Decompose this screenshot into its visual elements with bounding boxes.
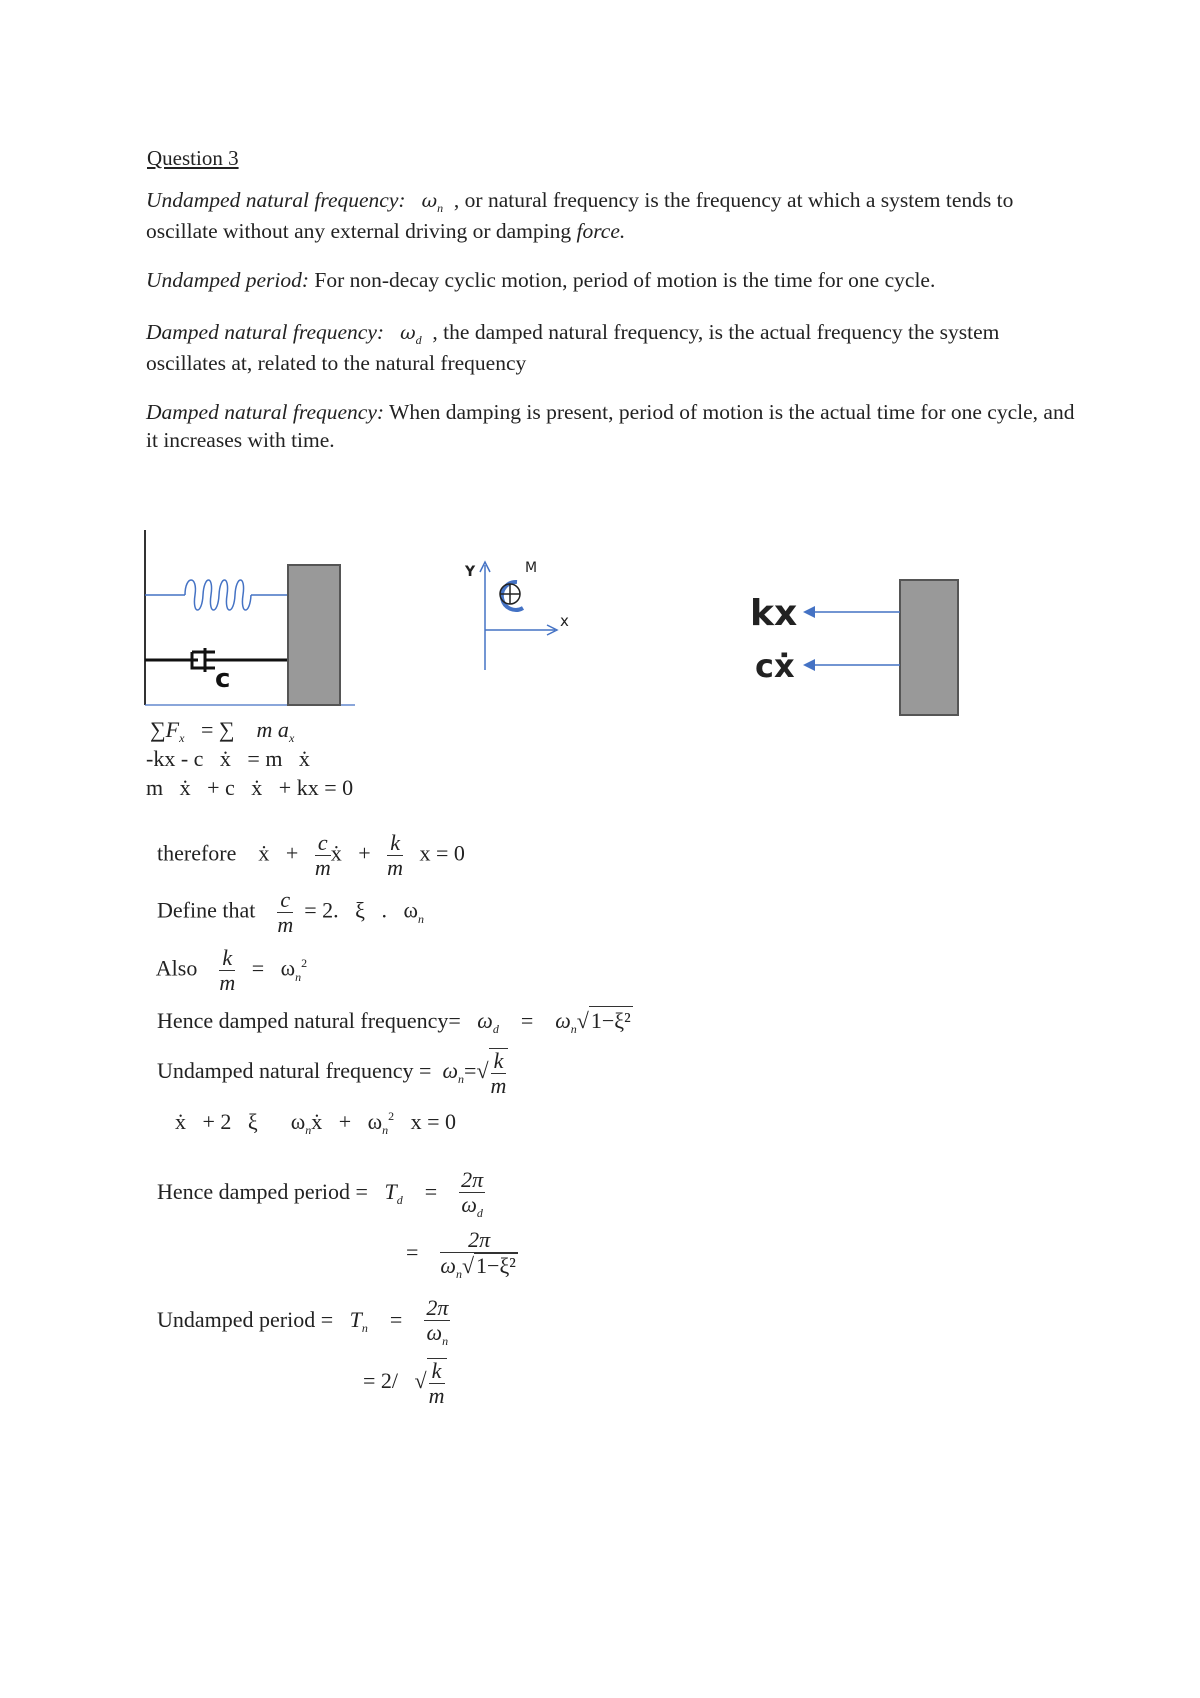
eq-sup: 2 xyxy=(301,955,308,970)
frac-den: m xyxy=(387,855,404,880)
eq-sub: n xyxy=(570,1022,577,1036)
frac-den: m xyxy=(490,1073,507,1098)
eq-sub: n xyxy=(442,1334,449,1348)
term-label: Damped natural frequency: xyxy=(146,400,385,424)
equation-sum-forces xyxy=(150,716,294,747)
eq-lhs-sub: x xyxy=(179,731,185,745)
omega-symbol: ω xyxy=(421,190,438,212)
frac-den-symbol: ω xyxy=(426,1320,443,1345)
eq-part: = xyxy=(520,1008,534,1033)
eq-sub: n xyxy=(458,1072,465,1087)
free-body-diagram xyxy=(750,570,970,720)
eq-sub: n xyxy=(295,969,302,984)
eq-rhs: m a xyxy=(256,717,289,742)
fraction-2pi-over-wn-sqrt xyxy=(440,1228,517,1281)
equation-undamped-period-expanded: = 2/ √ $\frac{k}{m}$ xyxy=(363,1358,445,1408)
eq-part: ẋ + xyxy=(330,840,371,866)
question-title: Question 3 xyxy=(147,146,239,170)
eq-sub: n xyxy=(382,1123,389,1137)
eq-sub: d xyxy=(476,1206,483,1220)
spring-coil xyxy=(185,580,251,610)
eq-sub: n xyxy=(417,911,424,926)
eq-part: = xyxy=(389,1307,403,1333)
frac-den: $\omega_n√1-\xi^2$ xyxy=(440,1253,516,1281)
frac-den: m xyxy=(219,970,236,995)
eq-rhs-sub: x xyxy=(288,731,295,745)
eq-lhs: ∑F xyxy=(150,717,180,742)
equation-undamped-frequency: Undamped natural frequency = $\omega_n=√$ $\frac{k}{m}$ xyxy=(157,1048,507,1098)
eq-sub: d xyxy=(492,1022,499,1036)
frac-num: k xyxy=(491,1049,507,1074)
omega-symbol: ω xyxy=(400,322,416,344)
sqrt-content: 1−ξ² xyxy=(476,1253,516,1278)
term-label: Undamped natural frequency: xyxy=(146,188,406,212)
eq-part: = xyxy=(424,1179,438,1205)
coordinate-axes-diagram xyxy=(455,560,575,670)
eq-part: T xyxy=(384,1179,397,1205)
eq-mid: = ∑ xyxy=(200,717,235,742)
term-label: Undamped period: xyxy=(146,268,310,292)
definition-undamped-period xyxy=(146,266,1076,294)
equation-motion: m ẋ + c ẋ + kx = 0 xyxy=(146,775,354,800)
frac-num: c xyxy=(277,888,293,913)
definition-text: , or natural frequency is the frequency at which a system tends to oscillate without any external driving or damping xyxy=(146,188,1014,243)
eq-part: ẋ + xyxy=(258,840,299,866)
eq-part: ω xyxy=(477,1008,493,1033)
damper-label: c xyxy=(215,664,231,694)
definition-text-end: force. xyxy=(576,219,626,243)
eq-part: = ω xyxy=(251,955,296,981)
mass-block xyxy=(288,565,340,705)
frac-num: 2π xyxy=(461,1167,484,1192)
frac-num: k xyxy=(387,831,403,856)
eq-sub: n xyxy=(361,1321,368,1336)
damping-force-arrowhead xyxy=(803,659,815,671)
sqrt-k-over-m xyxy=(489,1048,509,1098)
eq-sub: n xyxy=(305,1123,312,1137)
eq-part: = 2. ξ . ω xyxy=(304,897,418,923)
definition-damped-period xyxy=(146,398,1076,454)
definition-text: For non-decay cyclic motion, period of motion is the time for one cycle. xyxy=(309,268,936,292)
frac-num: 2π xyxy=(440,1228,517,1253)
frac-num: k xyxy=(429,1359,445,1384)
eq-prefix: Define that xyxy=(157,897,256,923)
eq-prefix: Also xyxy=(155,955,198,981)
damping-force-label: cẋ xyxy=(755,647,795,685)
eq-prefix: Undamped natural frequency = xyxy=(157,1058,432,1084)
eq-part: = xyxy=(464,1058,477,1084)
symbol-subscript: n xyxy=(437,201,444,215)
sqrt-k-over-m xyxy=(427,1358,447,1408)
spring-force-arrowhead xyxy=(803,606,815,618)
frac-den: m xyxy=(314,855,331,880)
definition-damped-frequency xyxy=(146,318,1076,377)
frac-den-symbol: ω xyxy=(440,1253,456,1278)
eq-part: ω xyxy=(555,1008,571,1033)
eq-part: x = 0 xyxy=(419,840,465,866)
fbd-mass-block xyxy=(900,580,958,715)
equation-force-balance: -kx - c ẋ = m ẋ xyxy=(146,746,310,771)
eq-sub: d xyxy=(396,1193,403,1208)
moment-label: M xyxy=(525,560,538,576)
definition-text: , the damped natural frequency, is the actual frequency the system oscillates at, related to the natural frequency xyxy=(146,320,1000,375)
eq-part: ẋ + 2 ξ ω xyxy=(175,1109,306,1134)
eq-part: T xyxy=(349,1307,362,1333)
eq-part: x = 0 xyxy=(410,1109,457,1134)
spring-force-label: kx xyxy=(750,593,798,634)
definition-text: When damping is present, period of motion is the actual time for one cycle, and it increases with time. xyxy=(146,400,1075,452)
sqrt-content: 1−ξ² xyxy=(590,1008,631,1033)
eq-part: = xyxy=(406,1239,419,1265)
equation-damped-frequency: Hence damped natural frequency= $\omega_d$ = $\omega_n√1-\xi^2$ xyxy=(157,1008,631,1036)
definition-undamped-frequency xyxy=(146,186,1076,245)
eq-part: ẋ + ω xyxy=(311,1109,383,1134)
eq-prefix: Undamped period = xyxy=(157,1307,334,1333)
eq-part: = 2/ xyxy=(363,1368,399,1394)
eq-prefix: therefore xyxy=(157,840,237,866)
eq-sub: n xyxy=(455,1267,462,1281)
x-label: x xyxy=(560,612,569,630)
frac-num: 2π xyxy=(426,1295,449,1320)
y-label: Y xyxy=(465,564,476,580)
frac-den: m xyxy=(428,1383,445,1408)
eq-part: ω xyxy=(442,1058,459,1084)
frac-num: c xyxy=(315,831,331,856)
eq-prefix: Hence damped natural frequency= xyxy=(157,1008,461,1033)
eq-sup: 2 xyxy=(388,1109,395,1123)
frac-den: m xyxy=(277,912,294,937)
frac-num: k xyxy=(219,946,235,971)
equation-standard-form xyxy=(164,1080,456,1139)
spring-damper-diagram xyxy=(140,530,360,710)
symbol-subscript: d xyxy=(415,333,422,347)
frac-den-symbol: ω xyxy=(461,1192,477,1217)
eq-prefix: Hence damped period = xyxy=(157,1179,368,1205)
term-label: Damped natural frequency: xyxy=(146,320,385,344)
